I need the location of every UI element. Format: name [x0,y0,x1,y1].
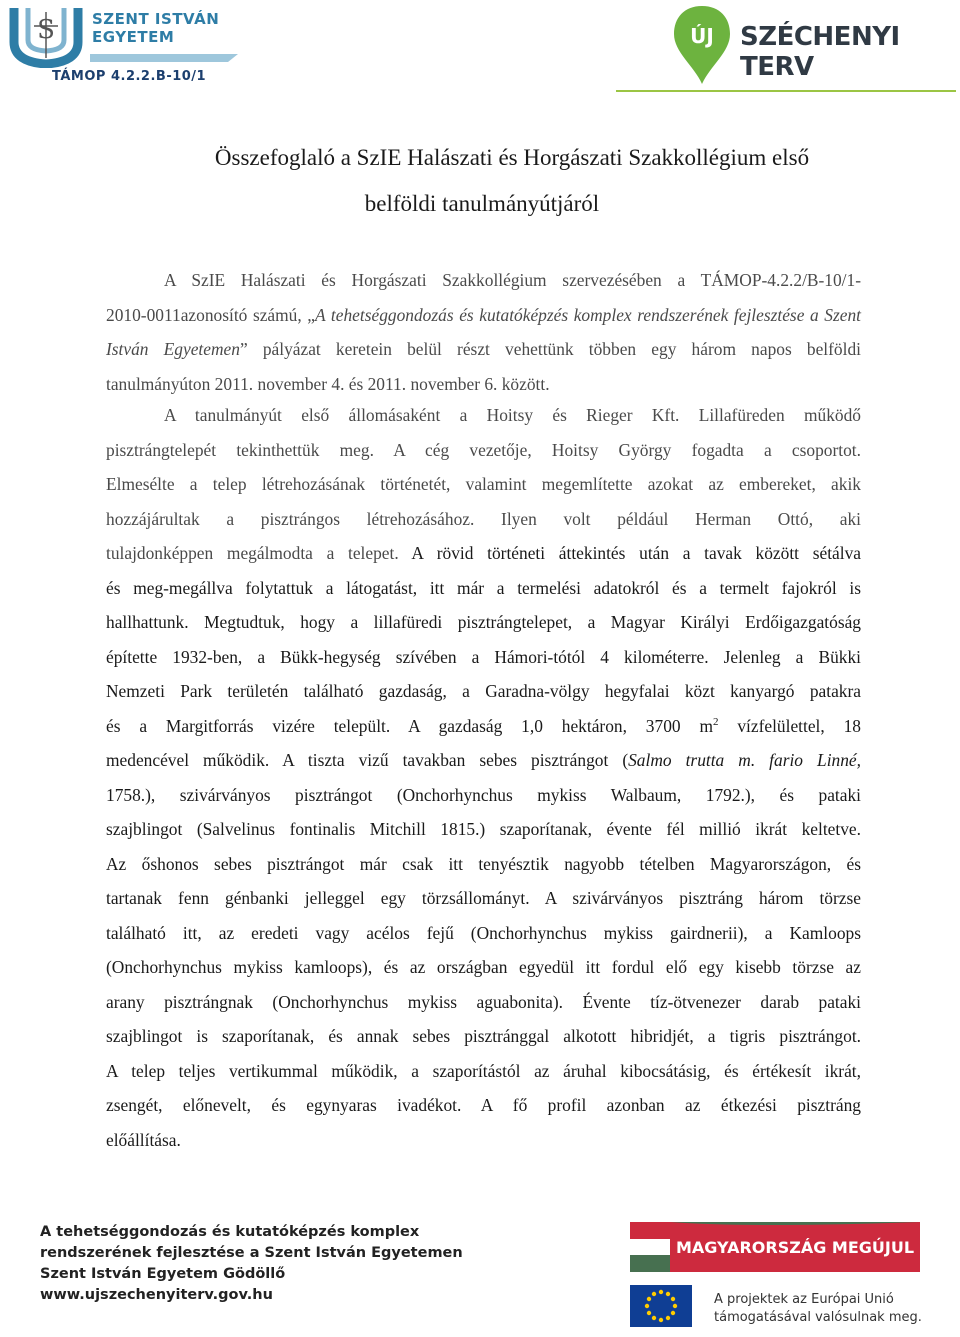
body-line-16: található itt, az eredeti vagy acélos fejű (Onchorhynchus mykiss gairdnerii), a Kamloops [106,922,861,943]
header-green-rule [616,90,956,92]
body-line-15: tartanak fenn génbanki jelleggel egy törzsállományt. A szivárványos pisztráng három törzse [106,888,861,908]
body-line-18: arany pisztrángnak (Onchorhynchus mykiss aguabonita). Évente tíz-ötvenezer darab pataki [106,991,861,1012]
intro-line-4: tanulmányúton 2011. november 4. és 2011. november 6. között. [106,373,550,394]
banner-text: MAGYARORSZÁG MEGÚJUL [675,1238,915,1257]
footer-line-1: A tehetséggondozás és kutatóképzés komplex [40,1224,420,1240]
body-paragraph [106,398,861,1157]
body-line-20: A telep teljes vertikummal működik, a szaporítástól az áruhal kibocsátásig, és értékesít ikrát, [106,1060,861,1081]
body-line-7: hallhattunk. Megtudtuk, hogy a lillafüredi pisztrángtelepet, a Magyar Királyi Erdőigazgatóság [106,612,861,632]
document-title-line2: belföldi tanulmányútjáról [364,191,600,216]
body-line-11: medencével működik. A tiszta vizű tavakban sebes pisztrángot (Salmo trutta m. fario Linné, [106,750,861,770]
szie-swoosh-bar [6,52,238,62]
body-line-14: Az őshonos sebes pisztrángot már csak itt tenyésztik nagyobb tételben Magyarországon, és [106,853,861,874]
body-line-4: hozzájárultak a pisztrángos létrehozásához. Ilyen volt például Herman Ottó, aki [106,508,861,529]
svg-text:S: S [37,15,55,45]
intro-line-1: A SzIE Halászati és Horgászati Szakkollégium szervezésében a TÁMOP-4.2.2/B-10/1- [164,270,861,290]
body-line-9: Nemzeti Park területén található gazdaság, a Garadna-völgy hegyfalai közt kanyargó patakra [106,681,861,701]
body-line-19: szajblingot is szaporítanak, és annak sebes pisztránggal alkotott hibridjét, a tigris pisztrángot. [106,1026,861,1046]
eu-text-line2: támogatásával valósulnak meg. [714,1310,922,1325]
intro-paragraph [106,263,861,401]
body-line-10: és a Margitforrás vizére települt. A gazdaság 1,0 hektáron, 3700 $m^2$ vízfelülettel, 18 [106,715,861,736]
szechenyi-terv-wordmark: SZÉCHENYI TERV [740,22,900,82]
body-line-3: Elmesélte a telep létrehozásának történetét, valamint megemlítette azokat az embereket, akik [106,474,861,494]
footer-project-info [40,1222,463,1306]
body-line-12: 1758.), szivárványos pisztrángot (Onchorhynchus mykiss Walbaum, 1792.), és pataki [106,784,861,805]
body-line-17: (Onchorhynchus mykiss kamloops), és az országban egyedül itt fordul elő egy kisebb törzse az [106,957,861,977]
body-line-2: pisztrángtelepét tekinthettük meg. A cég vezetője, Hoitsy György fogadta a csoportot. [106,439,861,460]
body-line-22: előállítása. [106,1129,181,1150]
body-line-6: és meg-megállva folytattuk a látogatást, itt már a termelési adatokról és a termelt fajokról is [106,577,861,598]
szie-name-line2: EGYETEM [92,28,175,46]
body-line-8: építette 1932-ben, a Bükk-hegység szívében a Hámori-tótól 4 kilométerre. Jelenleg a Bükki [106,646,861,667]
tamop-program-code: TÁMOP 4.2.2.B-10/1 [52,69,207,84]
footer-url[interactable]: www.ujszechenyiterv.gov.hu [40,1287,273,1303]
footer-line-3: Szent István Egyetem Gödöllő [40,1266,286,1282]
body-line-5: tulajdonképpen megálmodta a telepet. A rövid történeti áttekintés után a tavak között sétálva [106,543,861,563]
intro-line-3: István Egyetemen” pályázat keretein belül részt vehettünk többen egy három napos belföldi [106,339,861,359]
szie-name-line1: SZENT ISTVÁN [92,10,220,28]
body-line-21: zsengét, előnevelt, és egynyaras ivadékot. A fő profil azonban az étkezési pisztráng [106,1095,861,1115]
eu-text-line1: A projektek az Európai Unió [714,1292,894,1307]
eu-support-logo [630,1283,930,1329]
document-title-line1: Összefoglaló a SzIE Halászati és Horgászati Szakkollégium első [214,145,810,170]
magyarorszag-megujul-banner [630,1222,920,1272]
intro-line-2: 2010-0011azonosító számú, „A tehetséggondozás és kutatóképzés komplex rendszerének fejlesztése a Szent [106,304,861,325]
szechenyi-pin-icon [672,4,732,86]
body-line-13: szajblingot (Salvelinus fontinalis Mitchill 1815.) szaporítanak, évente fél millió ikrát keltetve. [106,819,861,839]
pin-text: ÚJ [690,24,714,48]
body-line-1: A tanulmányút első állomásaként a Hoitsy és Rieger Kft. Lillafüreden működő [164,405,861,425]
footer-line-2: rendszerének fejlesztése a Szent István Egyetemen [40,1245,463,1261]
